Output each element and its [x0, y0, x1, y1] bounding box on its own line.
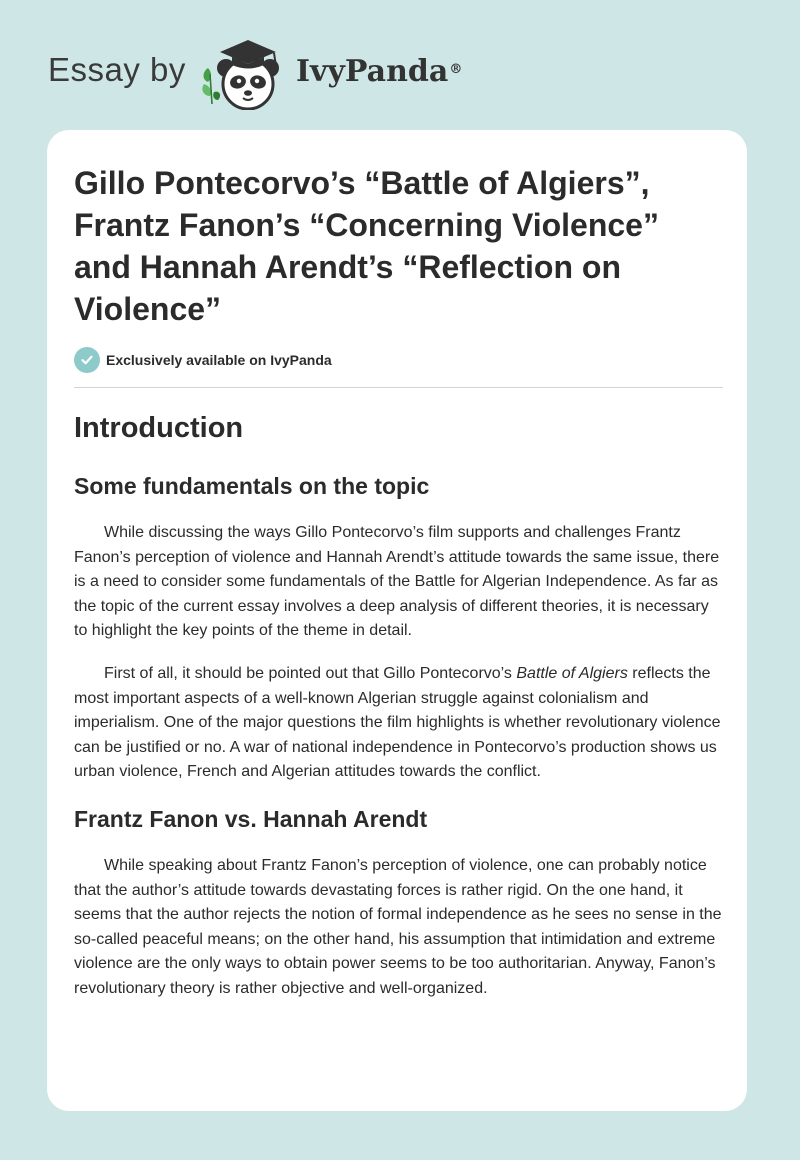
essay-by-label: Essay by — [48, 51, 186, 88]
subsection-heading-fundamentals: Some fundamentals on the topic — [74, 473, 430, 499]
subsection-heading-fanon-vs-arendt: Frantz Fanon vs. Hannah Arendt — [74, 806, 428, 832]
brand-text[interactable]: IvyPanda — [296, 54, 449, 89]
exclusive-label: Exclusively available on IvyPanda — [106, 352, 332, 368]
check-circle-icon — [74, 347, 100, 373]
film-title-italic: Battle of Algiers — [516, 665, 628, 682]
brand-name[interactable] — [296, 54, 462, 90]
panda-logo-icon[interactable] — [200, 34, 292, 110]
divider — [74, 387, 723, 388]
paragraph — [74, 662, 724, 785]
paragraph-text: reflects the most important aspects of a well-known Algerian struggle against colonialism and imperialism. One of the major questions the film highlights is whether revolutionary violence can be justified or no. A war of national independence in Pontecorvo’s production shows us urban violence, French and Algerian attitudes towards the conflict. — [74, 665, 721, 781]
paragraph: While speaking about Frantz Fanon’s perception of violence, one can probably notice that the author’s attitude towards devastating forces is rather rigid. On the one hand, it seems that the author rejects the notion of formal independence as he sees no sense in the so-called peaceful means; on the other hand, his assumption that intimidation and extreme violence are the only ways to obtain power seems to be too authoritarian. Anyway, Fanon’s revolutionary theory is rather objective and well-organized. — [74, 857, 722, 997]
site-header — [0, 0, 800, 130]
paragraph: While discussing the ways Gillo Pontecorvo’s film supports and challenges Frantz Fanon’s perception of violence and Hannah Arendt’s attitude towards the same issue, there is a need to consider some fundamentals of the Battle for Algerian Independence. As far as the topic of the current essay involves a deep analysis of different theories, it is necessary to highlight the key points of the theme in detail. — [74, 524, 720, 640]
essay-card — [47, 130, 747, 1111]
ivy-leaf-icon — [202, 68, 220, 104]
registered-mark: ® — [449, 62, 463, 77]
paragraph-text: First of all, it should be pointed out that Gillo Pontecorvo’s — [104, 665, 517, 682]
essay-title: Gillo Pontecorvo’s “Battle of Algiers”, Frantz Fanon’s “Concerning Violence” and Hannah Arendt’s “Reflection on Violence” — [74, 165, 659, 327]
section-heading-introduction: Introduction — [74, 412, 244, 444]
exclusive-badge — [74, 347, 332, 373]
